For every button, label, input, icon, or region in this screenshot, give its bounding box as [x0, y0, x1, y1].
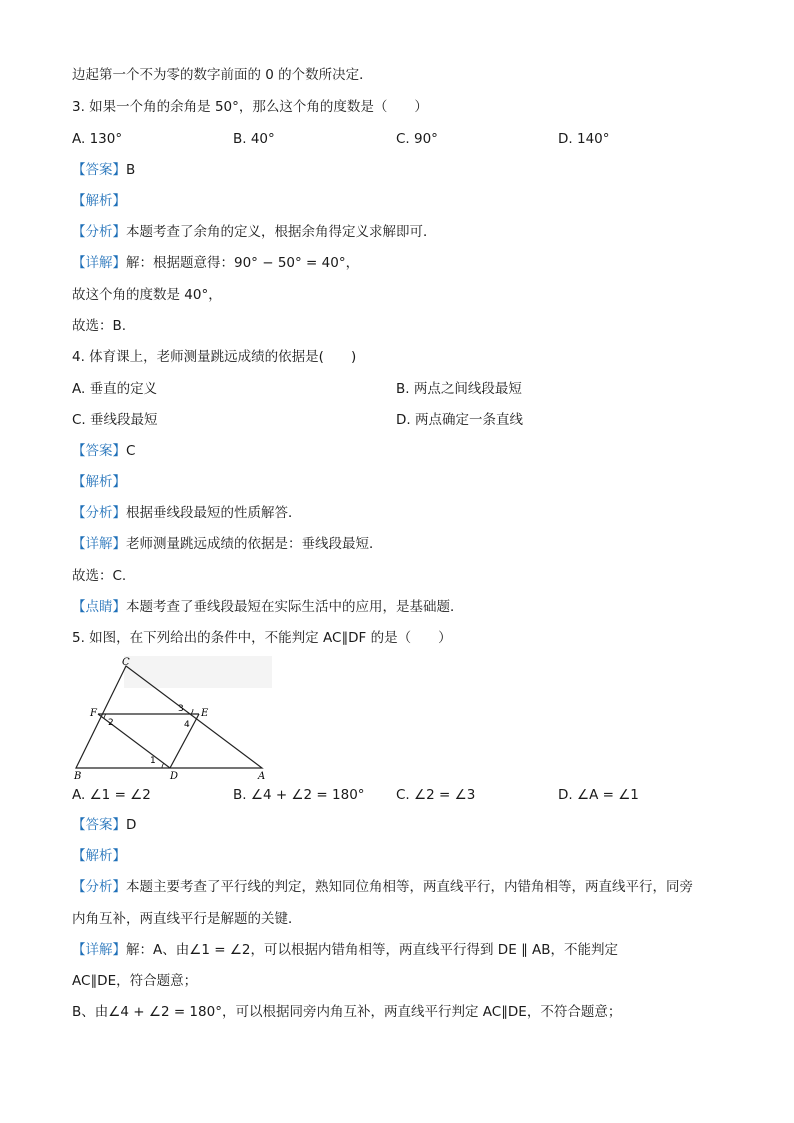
q5-analysis-heading: 【解析】: [72, 848, 126, 864]
q5-option-b: B. ∠4 + ∠2 = 180°: [233, 787, 365, 803]
fenxi-text: 本题考查了余角的定义，根据余角得定义求解即可．: [126, 224, 437, 240]
q4-fenxi: [72, 504, 302, 522]
dianjing-text: 本题考查了垂线段最短在实际生活中的应用，是基础题．: [126, 599, 464, 615]
q3-text-line: 故选：B.: [72, 318, 127, 334]
dianjing-tag: 【点睛】: [72, 599, 126, 615]
angle-2-arc: [104, 714, 106, 719]
triangle-diagram: [72, 656, 272, 781]
fenxi-tag: 【分析】: [72, 505, 126, 521]
q4-answer: [72, 442, 135, 460]
q5-answer: [72, 816, 136, 834]
q3-option-b: B. 40°: [233, 131, 275, 147]
question-4: 4. 体育课上，老师测量跳远成绩的依据是( ): [72, 349, 357, 365]
fenxi-text: 根据垂线段最短的性质解答．: [126, 505, 302, 521]
q4-option-d: D. 两点确定一条直线: [396, 412, 523, 428]
label-angle-1: 1: [150, 756, 156, 766]
q4-analysis-heading: 【解析】: [72, 474, 126, 490]
xiangjie-text: 老师测量跳远成绩的依据是：垂线段最短．: [126, 536, 383, 552]
q5-option-c: C. ∠2 = ∠3: [396, 787, 476, 803]
label-e: E: [201, 708, 209, 719]
answer-value: B: [126, 162, 136, 178]
xiangjie-tag: 【详解】: [72, 255, 126, 271]
q5-option-a: A. ∠1 = ∠2: [72, 787, 151, 803]
answer-value: C: [126, 443, 136, 459]
q5-fenxi: [72, 878, 693, 896]
q5-option-d: D. ∠A = ∠1: [558, 787, 639, 803]
answer-tag: 【答案】: [72, 443, 126, 459]
q3-text-line: 故这个角的度数是 40°，: [72, 287, 222, 303]
answer-tag: 【答案】: [72, 817, 126, 833]
scan-background: [124, 656, 272, 688]
q4-option-c: C. 垂线段最短: [72, 412, 158, 428]
label-d: D: [170, 771, 179, 781]
label-angle-2: 2: [108, 718, 114, 728]
q5-text-line: 内角互补，两直线平行是解题的关键．: [72, 911, 302, 927]
label-c: C: [122, 657, 130, 668]
label-b: B: [74, 771, 82, 781]
label-angle-4: 4: [184, 720, 190, 730]
q5-xiangjie: [72, 941, 618, 959]
text-line: 边起第一个不为零的数字前面的 0 的个数所决定．: [72, 67, 373, 83]
answer-value: D: [126, 817, 137, 833]
label-angle-3: 3: [178, 704, 184, 714]
q4-option-b: B. 两点之间线段最短: [396, 381, 522, 397]
q4-dianjing: [72, 598, 464, 616]
fenxi-text: 本题主要考查了平行线的判定，熟知同位角相等，两直线平行，内错角相等，两直线平行，同旁: [126, 879, 693, 895]
answer-tag: 【答案】: [72, 162, 126, 178]
question-5: 5. 如图，在下列给出的条件中，不能判定 AC∥DF 的是（ ）: [72, 630, 452, 646]
xiangjie-text: 解：A、由∠1 = ∠2，可以根据内错角相等，两直线平行得到 DE ∥ AB，不能判定: [126, 942, 619, 958]
label-f: F: [90, 708, 97, 719]
label-a: A: [258, 771, 266, 781]
q3-option-a: A. 130°: [72, 131, 123, 147]
question-3: 3. 如果一个角的余角是 50°，那么这个角的度数是（ ）: [72, 99, 428, 115]
xiangjie-tag: 【详解】: [72, 942, 126, 958]
xiangjie-tag: 【详解】: [72, 536, 126, 552]
fenxi-tag: 【分析】: [72, 879, 126, 895]
q5-text-line: B、由∠4 + ∠2 = 180°，可以根据同旁内角互补，两直线平行判定 AC∥DE，不符合题意；: [72, 1004, 622, 1020]
q5-text-line: AC∥DE，符合题意；: [72, 973, 198, 989]
q3-analysis-heading: 【解析】: [72, 193, 126, 209]
q3-xiangjie: [72, 254, 359, 272]
q4-text-line: 故选：C.: [72, 568, 127, 584]
angle-3-arc: [191, 709, 193, 714]
q4-option-a: A. 垂直的定义: [72, 381, 158, 397]
angle-1-arc: [162, 763, 164, 768]
q3-option-d: D. 140°: [558, 131, 610, 147]
xiangjie-text: 解：根据题意得：90° − 50° = 40°，: [126, 255, 360, 271]
q3-answer: [72, 161, 135, 179]
q4-xiangjie: [72, 535, 383, 553]
geometry-figure: [72, 656, 272, 781]
fenxi-tag: 【分析】: [72, 224, 126, 240]
q3-fenxi: [72, 223, 437, 241]
q3-option-c: C. 90°: [396, 131, 438, 147]
